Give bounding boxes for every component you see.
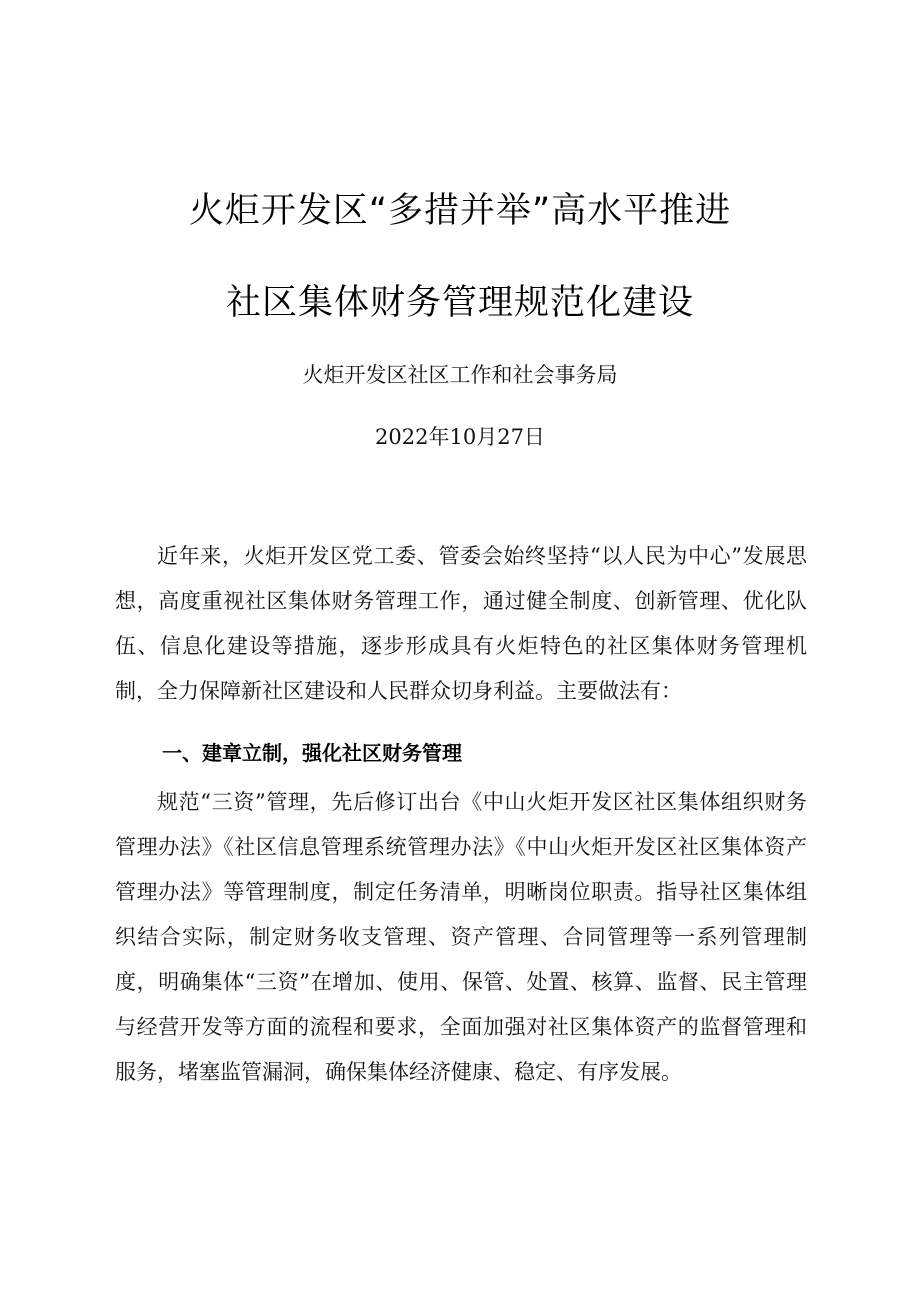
document-date: 2022年10月27日 xyxy=(375,425,545,449)
intro-paragraph: 近年来，火炬开发区党工委、管委会始终坚持“以人民为中心”发展思想，高度重视社区集体财务管理工作，通过健全制度、创新管理、优化队伍、信息化建设等措施，逐步形成具有火炬特色的社区集体财务管理机制，全力保障新社区建设和人民群众切身利益。主要做法有： xyxy=(115,544,807,703)
document-author: 火炬开发区社区工作和社会事务局 xyxy=(302,363,618,387)
section-heading-1: 一、建章立制，强化社区财务管理 xyxy=(162,741,462,765)
document-title-line-1: 火炬开发区“多措并举”高水平推进 xyxy=(188,191,732,231)
section-1-paragraph: 规范“三资”管理，先后修订出台《中山火炬开发区社区集体组织财务管理办法》《社区信息管理系统管理办法》《中山火炬开发区社区集体资产管理办法》等管理制度，制定任务清单，明晰岗位职责。指导社区集体组织结合实际，制定财务收支管理、资产管理、合同管理等一系列管理制度，明确集体“三资”在增加、使用、保管、处置、核算、监督、民主管理与经营开发等方面的流程和要求，全面加强对社区集体资产的监督管理和服务，堵塞监管漏洞，确保集体经济健康、稳定、有序发展。 xyxy=(115,790,807,1084)
document-title-line-2: 社区集体财务管理规范化建设 xyxy=(225,283,694,323)
